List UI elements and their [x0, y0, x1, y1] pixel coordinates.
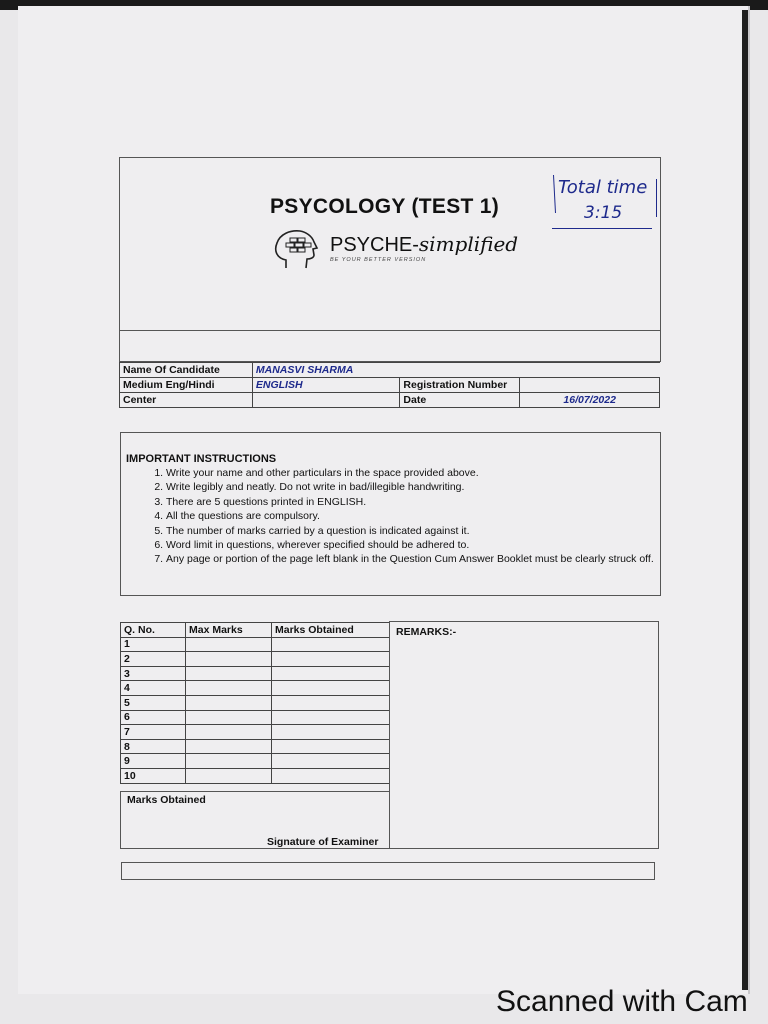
medium-label: Medium Eng/Hindi	[120, 378, 253, 393]
question-number: 9	[121, 754, 186, 769]
date-label: Date	[400, 393, 520, 408]
center-value[interactable]	[252, 393, 400, 408]
note-bracket-left	[553, 175, 556, 213]
remarks-label: REMARKS:-	[396, 626, 457, 638]
name-label: Name Of Candidate	[120, 363, 253, 378]
marks-obtained-cell[interactable]	[272, 681, 390, 696]
instructions-list	[146, 466, 661, 567]
marks-obtained-cell[interactable]	[272, 710, 390, 725]
logo-wordmark	[330, 232, 518, 257]
header-divider	[119, 330, 661, 362]
max-marks-cell[interactable]	[186, 666, 272, 681]
brain-head-logo-icon	[268, 228, 328, 272]
instruction-item: 3. There are 5 questions printed in ENGLISH.	[166, 495, 661, 509]
marks-obtained-cell[interactable]	[272, 768, 390, 783]
question-number: 3	[121, 666, 186, 681]
question-number: 2	[121, 652, 186, 667]
col-header-obtained: Marks Obtained	[272, 623, 390, 638]
handwritten-time-note	[548, 173, 660, 235]
instruction-item: 6. Word limit in questions, wherever specified should be adhered to.	[166, 538, 661, 552]
max-marks-cell[interactable]	[186, 710, 272, 725]
logo-brand: PSYCHE-	[330, 234, 419, 256]
marks-obtained-cell[interactable]	[272, 739, 390, 754]
remarks-box[interactable]	[389, 621, 659, 849]
instructions-box	[120, 432, 661, 596]
logo-tagline: BE YOUR BETTER VERSION	[330, 257, 427, 263]
max-marks-cell[interactable]	[186, 725, 272, 740]
col-header-qno: Q. No.	[121, 623, 186, 638]
question-number: 8	[121, 739, 186, 754]
instruction-item: 5. The number of marks carried by a question is indicated against it.	[166, 524, 661, 538]
registration-label: Registration Number	[400, 378, 520, 393]
note-line-2: 3:15	[584, 203, 623, 223]
marks-obtained-cell[interactable]	[272, 695, 390, 710]
max-marks-cell[interactable]	[186, 768, 272, 783]
table-row	[121, 725, 390, 740]
table-row	[121, 754, 390, 769]
marks-obtained-cell[interactable]	[272, 754, 390, 769]
marks-obtained-box[interactable]	[120, 791, 390, 849]
note-line-1: Total time	[558, 177, 648, 198]
marks-obtained-cell[interactable]	[272, 652, 390, 667]
question-number: 10	[121, 768, 186, 783]
candidate-info-table	[119, 362, 660, 408]
name-value[interactable]: MANASVI SHARMA	[252, 363, 659, 378]
test-title: PSYCOLOGY (TEST 1)	[270, 195, 500, 218]
instruction-item: 1. Write your name and other particulars in the space provided above.	[166, 466, 661, 480]
table-row	[121, 666, 390, 681]
marks-obtained-label: Marks Obtained	[127, 794, 206, 806]
center-label: Center	[120, 393, 253, 408]
max-marks-cell[interactable]	[186, 637, 272, 652]
marks-table	[120, 622, 390, 784]
instructions-heading: IMPORTANT INSTRUCTIONS	[126, 453, 277, 465]
question-number: 4	[121, 681, 186, 696]
max-marks-cell[interactable]	[186, 695, 272, 710]
medium-value[interactable]: ENGLISH	[252, 378, 400, 393]
table-row	[121, 695, 390, 710]
table-row	[121, 652, 390, 667]
marks-obtained-cell[interactable]	[272, 637, 390, 652]
question-number: 5	[121, 695, 186, 710]
marks-obtained-cell[interactable]	[272, 666, 390, 681]
col-header-max: Max Marks	[186, 623, 272, 638]
logo-script: simplified	[418, 232, 519, 256]
note-underline	[552, 228, 652, 229]
max-marks-cell[interactable]	[186, 681, 272, 696]
registration-value[interactable]	[520, 378, 660, 393]
table-row	[121, 768, 390, 783]
table-row	[121, 710, 390, 725]
instruction-item: 7. Any page or portion of the page left blank in the Question Cum Answer Booklet must be clearly struck off.	[166, 552, 661, 566]
instruction-item: 4. All the questions are compulsory.	[166, 509, 661, 523]
date-value[interactable]: 16/07/2022	[520, 393, 660, 408]
max-marks-cell[interactable]	[186, 754, 272, 769]
instruction-item: 2. Write legibly and neatly. Do not write in bad/illegible handwriting.	[166, 480, 661, 494]
marks-obtained-cell[interactable]	[272, 725, 390, 740]
question-number: 1	[121, 637, 186, 652]
table-row	[121, 637, 390, 652]
max-marks-cell[interactable]	[186, 739, 272, 754]
note-bracket-right	[656, 179, 657, 217]
question-number: 6	[121, 710, 186, 725]
max-marks-cell[interactable]	[186, 652, 272, 667]
scanner-watermark: Scanned with Cam	[496, 985, 748, 1018]
scan-right-edge	[742, 10, 748, 990]
bottom-empty-box	[121, 862, 655, 880]
table-row	[121, 681, 390, 696]
signature-label: Signature of Examiner	[267, 836, 379, 848]
table-row	[121, 739, 390, 754]
question-number: 7	[121, 725, 186, 740]
